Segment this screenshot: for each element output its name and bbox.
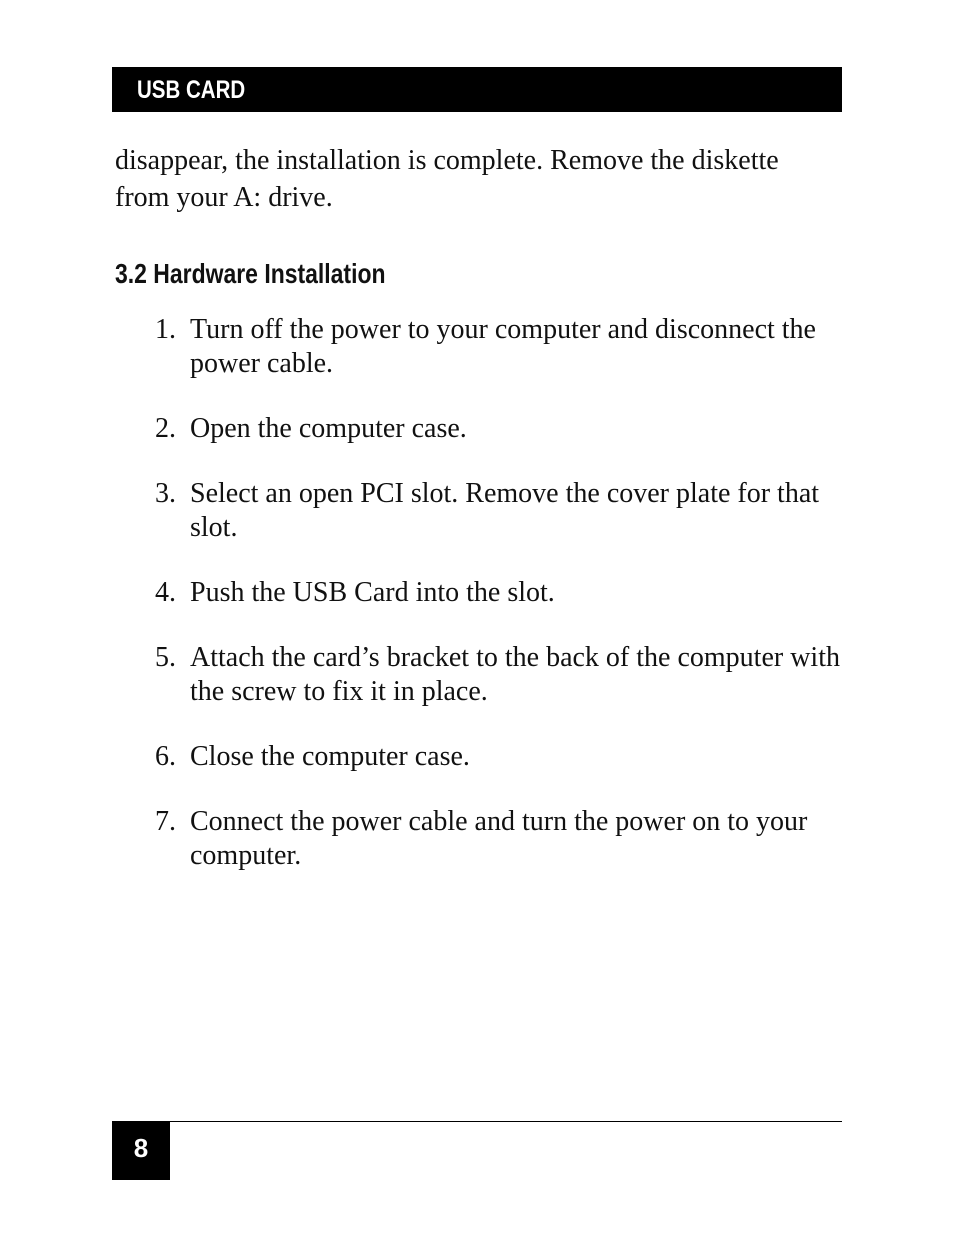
step-number: 2. [155, 413, 176, 444]
step-text: Connect the power cable and turn the power on to your computer. [190, 806, 808, 871]
step-item [155, 412, 845, 446]
step-item [155, 313, 845, 381]
footer-rule [170, 1121, 842, 1122]
steps-list [155, 313, 845, 904]
step-item [155, 576, 845, 610]
step-item [155, 641, 845, 709]
step-text: Turn off the power to your computer and disconnect the power cable. [190, 314, 816, 379]
step-item [155, 477, 845, 545]
step-number: 3. [155, 478, 176, 509]
step-item [155, 740, 845, 774]
step-number: 6. [155, 741, 176, 772]
intro-paragraph: disappear, the installation is complete. Remove the diskette from your A: drive. [115, 145, 779, 213]
step-text: Open the computer case. [190, 413, 467, 444]
running-header [112, 67, 842, 112]
step-text: Attach the card’s bracket to the back of the computer with the screw to fix it in place. [190, 642, 840, 707]
step-number: 5. [155, 642, 176, 673]
step-text: Close the computer case. [190, 741, 470, 772]
page-number: 8 [133, 1133, 149, 1163]
page-number-box [112, 1121, 170, 1180]
step-number: 4. [155, 577, 176, 608]
header-title: USB CARD [137, 76, 246, 104]
step-item [155, 805, 845, 873]
step-number: 7. [155, 806, 176, 837]
step-text: Push the USB Card into the slot. [190, 577, 555, 608]
section-heading: 3.2 Hardware Installation [115, 258, 386, 289]
step-text: Select an open PCI slot. Remove the cover plate for that slot. [190, 478, 820, 543]
step-number: 1. [155, 314, 176, 345]
